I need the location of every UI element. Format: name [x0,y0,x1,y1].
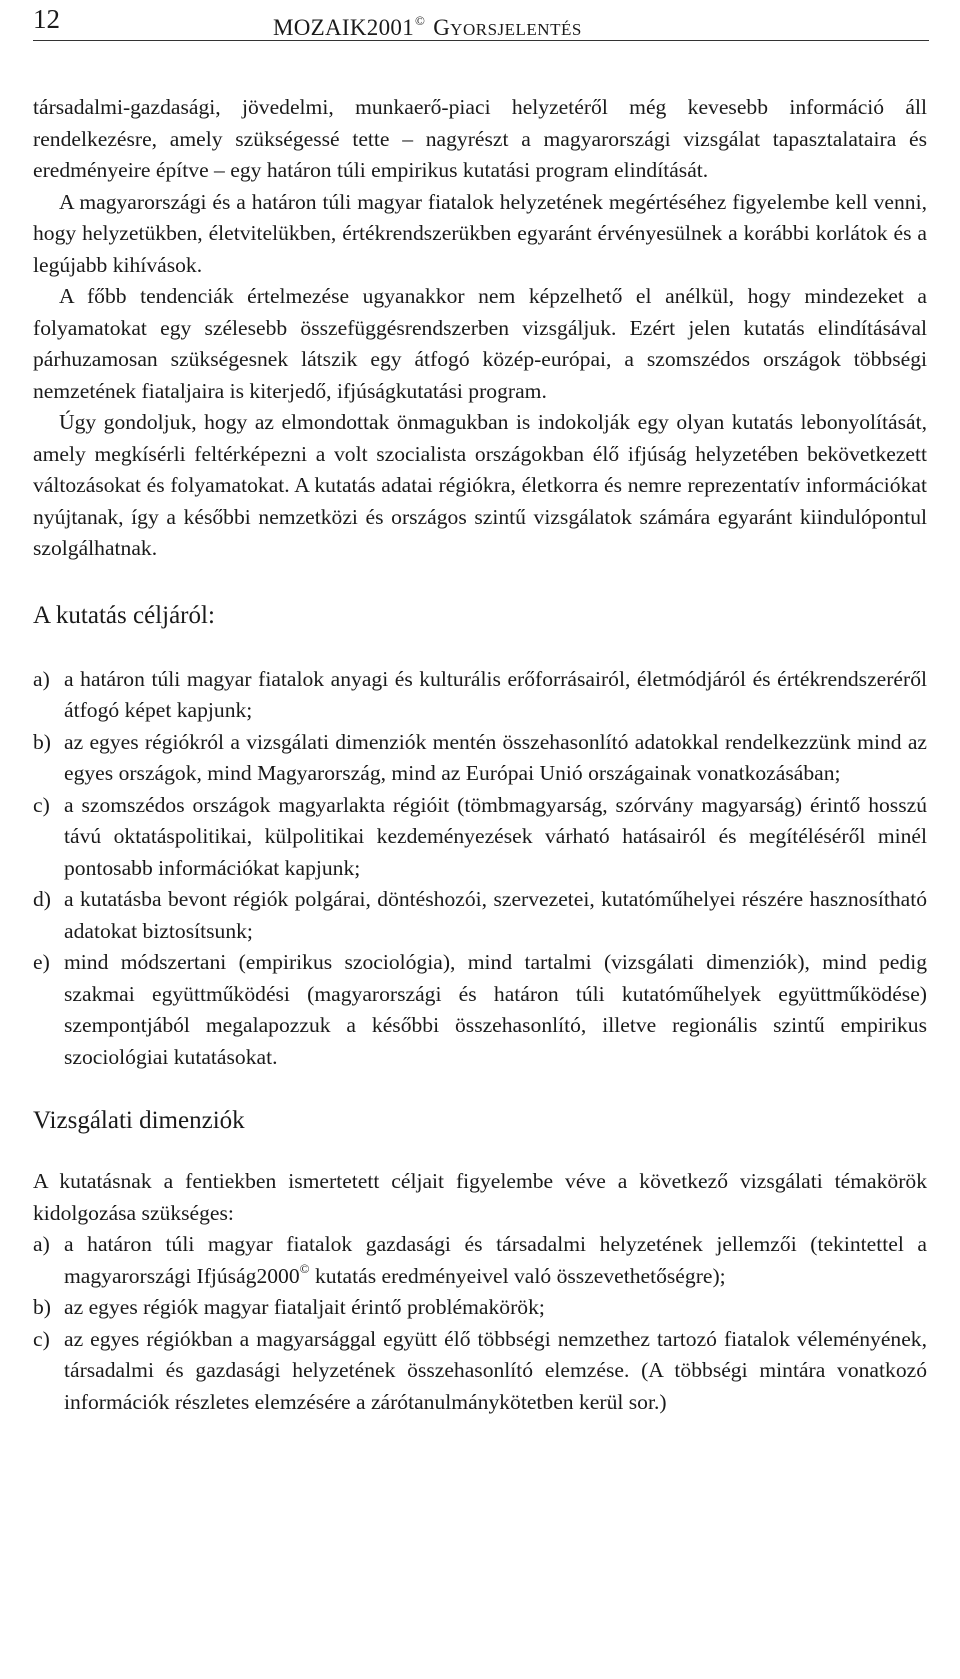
paragraph-continued: társadalmi-gazdasági, jövedelmi, munkaerő-piaci helyzetéről még kevesebb információ áll rendelkezésre, amely szükségessé tette – nagyrészt a magyarországi vizsgálat tapasztalataira és eredményeire építve – egy határon túli empirikus kutatási program elindítását. [33,95,927,182]
section-name-initial: G [433,15,451,40]
list-item-text: mind módszertani (empirikus szociológia), mind tartalmi (vizsgálati dimenziók), mind pedig szakmai együttműködési (magyarországi és határon túli kutatóműhelyek együttműködése) szempontjából megalapozzuk a későbbi összehasonlító, illetve regionális szintű empirikus szociológiai kutatásokat. [64,950,927,1069]
running-header [33,0,929,41]
section-heading-goals: A kutatás céljáról: [33,601,215,629]
dimensions-list [33,1229,927,1418]
paragraph: A főbb tendenciák értelmezése ugyanakkor nem képzelhető el anélkül, hogy mindezeket a folyamatokat egy szélesebb összefüggésrendszerben vizsgáljuk. Ezért jelen kutatás elindításával párhuzamosan szükségesnek látszik egy átfogó közép-európai, a szomszédos országok többségi nemzetének fiataljaira is kiterjedő, ifjúságkutatási program. [33,284,927,403]
list-item-text: az egyes régiókról a vizsgálati dimenziók mentén összehasonlító adatokkal rendelkezzünk mind az egyes országok, mind Magyarország, mind az Európai Unió országainak vonatkozásában; [64,729,927,785]
list-item [33,947,927,1073]
list-item [33,790,927,885]
list-item [33,1324,927,1419]
list-marker: b) [33,729,51,754]
list-item [33,1292,927,1324]
list-item-text: az egyes régiók magyar fiataljait érintő problémakörök; [64,1295,545,1319]
goals-list [33,664,927,1074]
copyright-symbol: © [299,1260,310,1276]
list-marker: c) [33,792,50,817]
body-text [33,92,927,1418]
copyright-symbol: © [415,13,426,28]
list-item-text: a kutatásba bevont régiók polgárai, döntéshozói, szervezetei, kutatóműhelyei részére hasznosítható adatokat biztosítsunk; [64,887,927,943]
list-marker: d) [33,887,51,911]
running-head-title [273,4,582,47]
paragraph: A magyarországi és a határon túli magyar fiatalok helyzetének megértéséhez figyelembe kell venni, hogy helyzetükben, életvitelükben, értékrendszerükben egyaránt érvényesülnek a korábbi korlátok és a legújabb kihívások. [33,189,927,277]
list-item-text: kutatás eredményeivel való összevethetőségre); [309,1263,726,1288]
journal-name: MOZAIK2001 [273,15,414,40]
list-marker: e) [33,950,50,974]
list-item-text: a határon túli magyar fiatalok gazdasági és társadalmi helyzetének jellemzői (tekintettel a magyarországi Ifjúság2000 [64,1232,927,1288]
paragraph: A kutatásnak a fentiekben ismertetett céljait figyelembe véve a következő vizsgálati témakörök kidolgozása szükséges: [33,1169,927,1225]
list-marker: c) [33,1326,50,1351]
list-item-text: a szomszédos országok magyarlakta régióit (tömbmagyarság, szórvány magyarság) érintő hosszú távú oktatáspolitikai, külpolitikai kezdeményezések várható hatásairól és megítéléséről minél pontosabb információkat kapjunk; [64,792,927,880]
list-marker: a) [33,666,50,691]
paragraph: Úgy gondoljuk, hogy az elmondottak önmagukban is indokolják egy olyan kutatás lebonyolítását, amely megkísérli feltérképezni a volt szocialista országokban élő ifjúság helyzetében bekövetkezett változásokat és folyamatokat. A kutatás adatai régiókra, életkorra és nemre reprezentatív információkat nyújtanak, így a későbbi nemzetközi és országos szintű vizsgálatok számára egyaránt kiindulópontul szolgálhatnak. [33,410,927,560]
list-item-text: az egyes régiókban a magyarsággal együtt élő többségi nemzethez tartozó fiatalok véleményének, társadalmi és gazdasági helyzetének összehasonlító elemzése. (A többségi mintára vonatkozó információk részletes elemzésére a zárótanulmánykötetben kerül sor.) [64,1326,927,1414]
list-marker: a) [33,1232,50,1256]
list-item [33,664,927,727]
section-heading-dimensions: Vizsgálati dimenziók [33,1107,245,1134]
list-item [33,727,927,790]
page-number: 12 [33,4,60,34]
list-item [33,1229,927,1292]
list-marker: b) [33,1295,51,1319]
list-item [33,884,927,947]
list-item-text: a határon túli magyar fiatalok anyagi és kulturális erőforrásairól, életmódjáról és értékrendszeréről átfogó képet kapjunk; [64,666,927,722]
section-name-rest: YORSJELENTÉS [450,20,582,39]
